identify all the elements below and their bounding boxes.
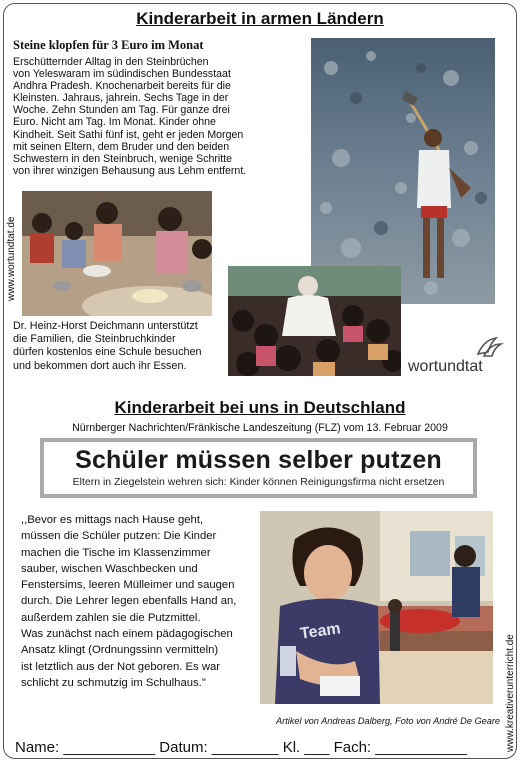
body-line: Kindheit. Seit Sathi fünf ist, geht er jeden Morgen	[13, 128, 244, 141]
body-line: Kleinsten. Jahraus, jahrein. Sechs Tage in der	[13, 92, 229, 105]
body-line: Erschütternder Alltag in den Steinbrüchen	[13, 56, 209, 68]
article-quote	[21, 512, 261, 691]
caption-line: dürfen kostenlos eine Schule besuchen	[13, 346, 202, 359]
section1-photo-caption	[13, 320, 228, 373]
kreativerunterricht-side-credit: www.kreativerunterricht.de	[505, 634, 516, 752]
body-line: mit seinen Eltern, dem Bruder und den beiden	[13, 140, 230, 153]
body-line: Woche. Zehn Stunden am Tag. Für ganze drei	[13, 104, 230, 117]
caption-line: und bekommen dort auch ihr Essen.	[13, 359, 187, 372]
body-line: Andhra Pradesh. Knochenarbeit bereits für die	[13, 80, 231, 93]
quote-line: Ansatz klingt (Ordnungssinn vermitteln)	[21, 644, 219, 657]
newspaper-source: Nürnberger Nachrichten/Fränkische Landeszeitung (FLZ) vom 13. Februar 2009	[72, 422, 448, 434]
quote-line: schlicht zu schmutzig im Schulhaus."	[21, 676, 206, 689]
hands-logo-icon	[474, 334, 504, 360]
section1-title: Kinderarbeit in armen Ländern	[136, 9, 384, 28]
body-line: Schwestern in den Steinbruch, wenige Schritte	[13, 152, 233, 165]
newspaper-headline-box	[40, 438, 477, 498]
newspaper-subheadline: Eltern in Ziegelstein wehren sich: Kinder können Reinigungsfirma nicht ersetzen	[72, 476, 445, 488]
wortundtat-logo: wortundtat	[408, 334, 508, 378]
worksheet-footer-fields[interactable]: Name: ___________ Datum: ________ Kl. ___ Fach: ___________	[15, 739, 468, 756]
caption-line: die Familien, die Steinbruchkinder	[13, 333, 176, 346]
wortundtat-side-credit: www.wortundtat.de	[6, 216, 17, 301]
body-line: Euro. Nicht am Tag. Im Monat. Kinder ohne	[13, 116, 216, 129]
article-credit: Artikel von Andreas Dalberg, Foto von André De Geare	[276, 716, 501, 726]
quote-line: müssen die Schüler putzen: Die Kinder	[21, 530, 217, 543]
quote-line: Fenstersims, leeren Mülleimer und saugen	[21, 579, 235, 592]
quote-line: ist letztlich aus der Not geboren. Es war	[21, 660, 221, 673]
quote-line: Was zunächst nach einem pädagogischen	[21, 628, 233, 641]
children-eating-photo	[22, 191, 212, 316]
shirt-print: Team	[299, 620, 342, 643]
body-line: von Yeleswaram im südindischen Bundesstaat	[13, 68, 231, 81]
quote-line: durch. Die Lehrer legen ebenfalls Hand an,	[21, 595, 237, 608]
quote-line: außerdem zahlen sie die Putzmittel.	[21, 611, 201, 624]
section1-body	[13, 56, 303, 177]
quote-line: sauber, wischen Waschbecken und	[21, 562, 198, 575]
deichmann-with-children-photo	[228, 266, 401, 376]
quarry-child-photo	[311, 38, 495, 304]
pupils-cleaning-photo	[260, 511, 493, 704]
quote-line: machen die Tische im Klassenzimmer	[21, 546, 211, 559]
body-line: von ihrer winzigen Behausung aus Lehm entfernt.	[13, 164, 247, 177]
section2-title: Kinderarbeit bei uns in Deutschland	[114, 398, 406, 417]
newspaper-headline: Schüler müssen selber putzen	[75, 446, 442, 474]
section1-subtitle: Steine klopfen für 3 Euro im Monat	[13, 38, 204, 52]
caption-line: Dr. Heinz-Horst Deichmann unterstützt	[13, 320, 198, 332]
quote-line: ,,Bevor es mittags nach Hause geht,	[21, 514, 204, 526]
